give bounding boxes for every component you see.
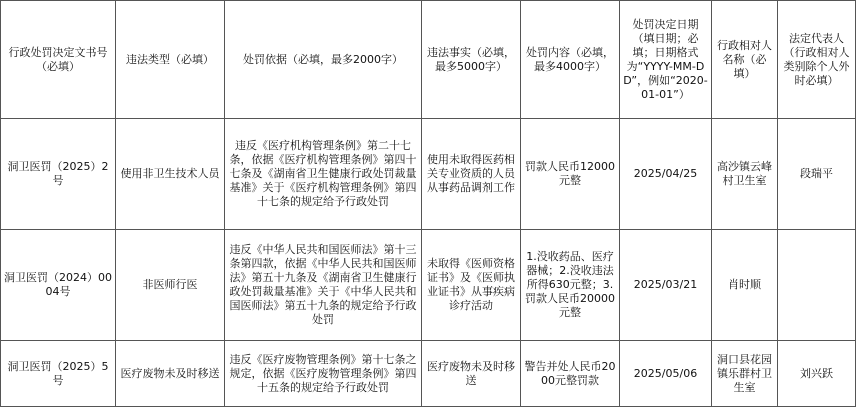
basis-cell: 违反《中华人民共和国医师法》第十三条第四款，依据《中华人民共和国医师法》第五十九条及《湖南省卫生健康行政处罚裁量基准》关于《中华人民共和国医师法》第五十九条的规定给予行政处罚 xyxy=(225,230,422,341)
basis-cell: 违反《医疗机构管理条例》第二十七条，依据《医疗机构管理条例》第四十七条及《湖南省卫生健康行政处罚裁量基准》关于《医疗机构管理条例》第四十七条的规定给予行政处罚 xyxy=(225,119,422,230)
header-row xyxy=(1,1,856,119)
fact-cell: 医疗废物未及时移送 xyxy=(422,341,521,407)
doc-no-cell: 洞卫医罚（2025）5号 xyxy=(1,341,116,407)
fact-cell: 使用未取得医药相关专业资质的人员从事药品调剂工作 xyxy=(422,119,521,230)
violation-type-cell: 非医师行医 xyxy=(116,230,225,341)
penalty-cell: 罚款人民币12000元整 xyxy=(521,119,620,230)
table-row xyxy=(1,341,856,407)
rep-cell: 刘兴跃 xyxy=(778,341,856,407)
violation-type-cell: 使用非卫生技术人员 xyxy=(116,119,225,230)
violation-type-cell: 医疗废物未及时移送 xyxy=(116,341,225,407)
header-cell-date: 处罚决定日期（填日期；必填；日期格式为“YYYY-MM-DD”，例如“2020-01-01”） xyxy=(620,1,712,119)
date-cell: 2025/05/06 xyxy=(620,341,712,407)
party-cell: 高沙镇云峰村卫生室 xyxy=(712,119,778,230)
header-cell-fact: 违法事实（必填，最多5000字） xyxy=(422,1,521,119)
fact-cell: 未取得《医师资格证书》及《医师执业证书》从事疾病诊疗活动 xyxy=(422,230,521,341)
date-cell: 2025/03/21 xyxy=(620,230,712,341)
table-row xyxy=(1,230,856,341)
rep-cell xyxy=(778,230,856,341)
header-cell-basis: 处罚依据（必填，最多2000字） xyxy=(225,1,422,119)
party-cell: 肖时顺 xyxy=(712,230,778,341)
table-row xyxy=(1,119,856,230)
penalty-cell: 1.没收药品、医疗器械；2.没收违法所得630元整；3.罚款人民币20000元整 xyxy=(521,230,620,341)
basis-cell: 违反《医疗废物管理条例》第十七条之规定，依据《医疗废物管理条例》第四十五条的规定给予行政处罚 xyxy=(225,341,422,407)
date-cell: 2025/04/25 xyxy=(620,119,712,230)
header-cell-party: 行政相对人名称（必填） xyxy=(712,1,778,119)
doc-no-cell: 洞卫医罚（2024）0004号 xyxy=(1,230,116,341)
header-cell-penalty: 处罚内容（必填，最多4000字） xyxy=(521,1,620,119)
header-cell-rep: 法定代表人（行政相对人类别除个人外时必填） xyxy=(778,1,856,119)
party-cell: 洞口县花园镇乐群村卫生室 xyxy=(712,341,778,407)
doc-no-cell: 洞卫医罚（2025）2号 xyxy=(1,119,116,230)
penalty-cell: 警告并处人民币2000元整罚款 xyxy=(521,341,620,407)
header-cell-type: 违法类型（必填） xyxy=(116,1,225,119)
header-cell-doc-no: 行政处罚决定文书号（必填） xyxy=(1,1,116,119)
rep-cell: 段瑞平 xyxy=(778,119,856,230)
